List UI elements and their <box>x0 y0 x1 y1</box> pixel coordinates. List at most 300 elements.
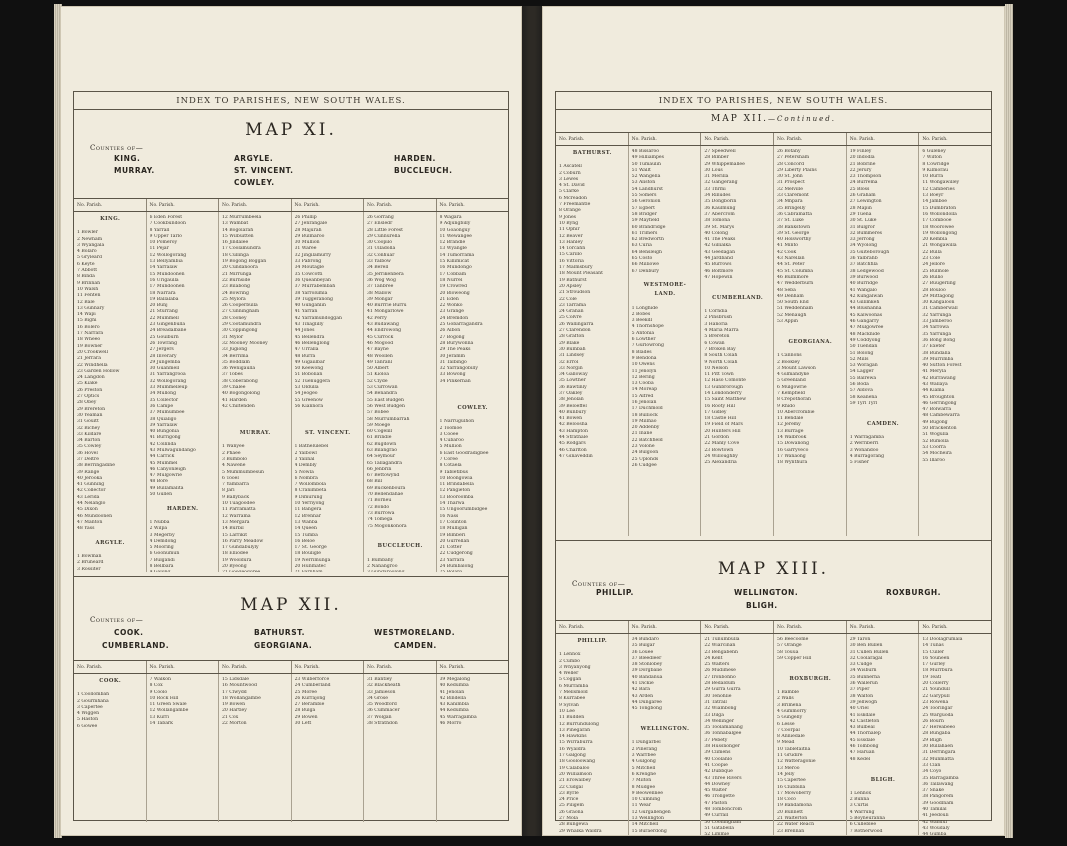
header-cell: No. Parish. <box>219 661 292 673</box>
parish-entry: 10 Walsh <box>77 286 99 292</box>
parish-entry: 33 Bowong <box>439 372 466 378</box>
parish-entry: 25 Colvre <box>559 315 582 321</box>
parish-entry: 2 Pinerang <box>631 746 658 752</box>
parish-entry: 3 Warrbee <box>631 753 656 759</box>
parish-entry: 31 Bulgror <box>849 224 875 230</box>
parish-entry: 14 Moreap <box>631 387 658 393</box>
parish-entry: 6 East Goodradigbee <box>439 450 489 456</box>
county-heading: WESTMORE- <box>643 282 687 289</box>
parish-entry: 15 Bighi <box>77 318 97 324</box>
parish-entry: 2 Nanangroo <box>367 564 398 570</box>
parish-entry: 48 Burra <box>294 353 316 359</box>
parish-entry: 42 Yarramundoggan <box>294 315 342 321</box>
parish-column <box>219 212 292 572</box>
parish-entry: 14 Jelly <box>777 771 795 777</box>
parish-entry: 35 Cowley <box>77 444 102 450</box>
parish-entry: 14 Torcahn <box>559 246 586 252</box>
parish-entry: 62 Bredworth <box>631 237 664 243</box>
parish-entry: 4 Thornshope <box>631 324 664 330</box>
parish-entry: 27 Jergers <box>149 347 174 353</box>
parish-entry: 26 Kurrajong <box>294 695 326 701</box>
county-phillip: PHILLIP. <box>596 588 634 597</box>
parish-entry: 45 Bellendra <box>294 334 325 340</box>
parish-entry: 2 Cumbo <box>559 658 580 664</box>
parish-entry: 7 Cookbundoon <box>149 221 187 227</box>
parish-entry: 62 Bugdown <box>367 441 397 447</box>
parish-entry: 9 Mead <box>777 740 795 746</box>
parish-entry: 39 Jellwogh <box>849 699 878 705</box>
parish-entry: 14 Mitchell <box>631 822 659 828</box>
parish-entry: 53 Aliston <box>631 180 656 186</box>
parish-entry: 19 Bowner <box>77 343 103 349</box>
parish-entry: 43 Hampton <box>559 428 588 434</box>
parish-entry: 11 Wewangee <box>439 233 472 239</box>
header-cell: No. Parish. <box>292 199 365 211</box>
county-murray: MURRAY. <box>114 166 155 175</box>
parish-entry: 27 Cunningham <box>222 309 260 315</box>
parish-entry: 22 Cole <box>559 296 577 302</box>
parish-entry: 41 Mongarlowe <box>367 309 404 315</box>
parish-entry: 40 Tamilal <box>922 807 947 813</box>
parish-entry: 46 Gangarry <box>849 319 880 325</box>
parish-entry: 35 Yarrunga <box>922 331 952 337</box>
parish-entry: 8 Cotaela <box>439 463 462 469</box>
parish-entry: 14 Queen <box>294 526 317 532</box>
parish-entry: 3 Cooee <box>439 431 459 437</box>
parish-entry: 44 Nelanglo <box>77 501 106 507</box>
parish-entry: 38 Yarrolumla <box>294 290 328 296</box>
parish-entry: 46 Tolnbong <box>849 744 879 750</box>
parish-entry: 6 Mcreadon <box>559 195 587 201</box>
parish-entry: 35 Jerrikenbera <box>367 271 404 277</box>
parish-entry: 7 Walkon <box>149 677 171 682</box>
parish-entry: 4 St. David <box>559 183 585 189</box>
parish-entry: 10 Cumning <box>631 797 661 803</box>
parish-entry: 42 Beloosha <box>559 422 588 428</box>
parish-entry <box>222 570 289 572</box>
parish-entry: 12 Burrundulong <box>559 721 599 727</box>
parish-entry: 7 Freemantle <box>559 202 591 208</box>
parish-entry: 41 Burrigong <box>149 435 181 441</box>
parish-entry: 1 Coollombah <box>77 692 110 698</box>
right-page-edge <box>1005 4 1013 838</box>
parish-entry: 44 Gumba <box>922 832 947 836</box>
parish-entry <box>632 835 699 836</box>
parish-entry: 10 Rock Hill <box>149 695 179 701</box>
parish-entry: 3 Curtis <box>849 803 869 809</box>
parish-entry: 9 Brinnah <box>77 280 101 286</box>
parish-entry: 5 Nowla <box>294 469 314 475</box>
parish-entry: 1 Nubba <box>149 519 170 525</box>
map-xiii-title: MAP XIII. <box>556 540 991 579</box>
parish-entry: 47 Urralla <box>294 347 319 353</box>
parish-entry: 16 Wollondolla <box>922 211 957 217</box>
parish-entry: 44 Dungaree <box>631 699 662 705</box>
parish-entry: 15 Culler <box>922 649 944 655</box>
parish-entry: 36 Kaulmung <box>704 205 736 211</box>
parish-entry: 29 Whalka Waldra <box>559 828 602 834</box>
parish-entry: 29 Bligh <box>922 737 942 743</box>
parish-entry: 20 Kembla <box>922 237 948 243</box>
parish-entry: 32 Yarrunga <box>922 312 952 318</box>
parish-entry: 22 Wonko <box>439 303 463 309</box>
parish-entry: 42 Cook <box>777 249 797 255</box>
parish-entry: 14 Tunas <box>922 643 944 649</box>
parish-entry: 30 Lous <box>704 167 723 173</box>
parish-entry: 13 Meroo <box>777 765 800 771</box>
parish-entry: 14 Jamboe <box>922 199 948 205</box>
parish-entry: 49 Gigaiilbar <box>294 359 325 365</box>
parish-entry: 23 Yarrara <box>439 557 465 563</box>
parish-column <box>701 146 774 536</box>
parish-entry <box>440 570 507 572</box>
parish-entry: 50 Gullen <box>149 492 173 498</box>
header-cell: No. Parish. <box>219 199 292 211</box>
parish-entry: 21 Jerrara <box>77 356 101 362</box>
parish-entry: 13 Wanba <box>294 519 318 525</box>
parish-entry: 33 Pabrong <box>294 259 322 265</box>
parish-column <box>364 212 437 572</box>
parish-entry: 31 Derringara <box>922 750 956 756</box>
parish-entry: 17 Colinton <box>439 519 467 525</box>
parish-entry: 19 Wooldura <box>222 557 252 563</box>
parish-entry: 50 Tumaulin <box>631 161 661 167</box>
parish-entry: 16 Clubbilla <box>777 784 806 790</box>
county-heading: HARDEN. <box>167 505 199 512</box>
parish-entry: 48 Seba <box>777 287 796 293</box>
county-wellington: WELLINGTON. <box>734 588 799 597</box>
parish-column <box>556 634 629 836</box>
header-cell: No. Parish. <box>439 203 465 208</box>
parish-entry: 44 Jardband <box>704 256 733 262</box>
parish-entry: 6 Mulgowrie <box>777 384 807 390</box>
parish-entry: 25 Bloss <box>849 186 870 192</box>
parish-entry: 5 Coggan <box>559 677 582 683</box>
parish-entry: 34 Grose <box>367 695 389 701</box>
parish-entry: 31 Yarrangrooa <box>149 372 186 378</box>
parish-entry: 21 Bobrine <box>849 161 876 167</box>
parish-entry: 39 Range <box>77 469 100 475</box>
parish-entry: 32 Bichey <box>77 425 100 431</box>
parish-entry: 39 Cnalee <box>222 385 246 391</box>
parish-entry: 34 Pinkernan <box>439 378 471 384</box>
parish-entry: 30 Coopilo <box>367 240 392 246</box>
parish-entry: 45 Kalwoonas <box>849 312 883 318</box>
parish-entry: 20 Crookwell <box>77 349 108 355</box>
parish-entry: 4 Cubaroo <box>439 438 464 444</box>
parish-entry: 18 Gooloowang <box>559 759 596 765</box>
parish-entry: 23 Volone <box>631 444 655 450</box>
parish-entry: 16 Mountwood <box>222 683 257 689</box>
parish-entry: 28 Bungaba <box>922 731 951 737</box>
header-cell: No. Parish. <box>701 133 774 145</box>
parish-entry: 14 Hawkins <box>559 734 587 740</box>
parish-entry: 15 Wilbuitten <box>222 233 254 239</box>
parish-entry: 15 Wirraburra <box>559 740 593 746</box>
parish-entry: 9 Adjungbilly <box>439 221 471 227</box>
parish-entry: 40 Burridge <box>849 281 878 287</box>
parish-entry: 39 St. George <box>777 230 810 236</box>
parish-entry: 10 Owens <box>631 362 655 368</box>
parish-entry: 49 Currall <box>704 813 729 819</box>
county-heading: LAND. <box>654 291 676 298</box>
parish-entry: 7 Rotherwood <box>849 828 883 834</box>
parish-entry: 29 Cunnurella <box>367 233 401 239</box>
parish-entry: 25 Alexandria <box>704 460 737 466</box>
header-cell: No. Parish. <box>147 661 220 673</box>
parish-entry: 41 Wangalo <box>849 287 877 293</box>
parish-entry: 47 Bolwarra <box>922 407 952 413</box>
parish-column <box>629 146 702 536</box>
parish-entry: 5 Boyneuranna <box>849 816 886 822</box>
parish-entry: 36 Bong Bong <box>922 337 956 343</box>
county-buccleuch: BUCCLEUCH. <box>394 166 453 175</box>
parish-entry: 32 Yarrangobilly <box>439 366 478 372</box>
parish-entry: 25 Warguoda <box>922 712 954 718</box>
parish-entry: 33 Kildare <box>77 431 102 437</box>
parish-entry: 45 Warragamba <box>439 714 477 720</box>
parish-entry: 47 Mulgowrie <box>149 473 182 479</box>
parish-entry: 10 Burra <box>922 174 944 180</box>
parish-entry: 34 Coyo <box>922 769 942 775</box>
parish-entry: 38 Bankstown <box>777 224 811 230</box>
parish-entry: 40 Bogongolong <box>222 391 260 397</box>
parish-entry: 18 Bouligle <box>294 551 321 557</box>
parish-entry: 52 Limmie <box>704 832 730 836</box>
parish-entry: 40 Sutton Forest <box>922 363 962 369</box>
parish-entry: 49 Coddyong <box>849 337 881 343</box>
parish-entry: 12 Brennar <box>294 513 321 519</box>
parish-entry: 1 Ascatell <box>559 164 582 170</box>
parish-entry: 6 Culleblee <box>849 822 877 828</box>
parish-entry: 52 Wangella <box>631 174 661 180</box>
parish-entry: 45 St. Columba <box>777 268 813 274</box>
parish-entry: 13 Bellyambia <box>149 259 183 265</box>
parish-column <box>74 674 147 822</box>
parish-entry: 36 Yalbrahb <box>849 256 878 262</box>
parish-entry: 37 Tanbree <box>367 284 394 290</box>
parish-entry: 4 Dembly <box>294 463 317 469</box>
parish-entry: 20 Bunnett <box>777 809 803 815</box>
parish-entry: 1 Bumbahy <box>367 557 394 563</box>
map-xiii-header-row <box>556 620 991 634</box>
parish-entry: 12 Pangieton <box>439 488 471 494</box>
parish-column <box>774 146 847 536</box>
parish-entry: 48 Macknide <box>849 331 880 337</box>
parish-entry: 56 West Budgen <box>367 403 405 409</box>
county-camden: CAMDEN. <box>394 641 437 650</box>
parish-entry: 26 Graham <box>849 193 876 199</box>
parish-entry: 35 Woodford <box>367 702 397 708</box>
parish-entry: 24 Bumbalong <box>439 564 474 570</box>
header-cell: No. Parish. <box>364 661 437 673</box>
parish-entry: 20 Bunj <box>149 303 168 309</box>
parish-entry: 29 Blake <box>559 340 580 346</box>
parish-entry: 24 Burrema <box>849 180 878 186</box>
parish-entry: 24 Cumberland <box>294 683 331 689</box>
parish-entry: 3 Rossiter <box>77 566 101 572</box>
parish-entry: 9 Coolo <box>149 689 168 695</box>
parish-entry: 5 Mooring <box>149 545 174 551</box>
parish-entry: 1 Narrugulhon <box>439 419 475 425</box>
parish-entry: 46 Mogood <box>367 340 394 346</box>
parish-entry: 23 Tarrama <box>559 302 586 308</box>
parish-entry: 46 Trollgette <box>704 794 735 800</box>
parish-entry: 34 Yarrowa <box>922 325 949 331</box>
parish-entry: 26 Bullio <box>922 274 944 280</box>
parish-entry: 1 Lennox <box>849 790 872 796</box>
parish-entry: 31 Gouitt <box>77 419 99 425</box>
parish-entry: 23 Byrle <box>559 790 579 796</box>
parish-entry: 11 Budden <box>559 715 585 721</box>
parish-entry: 16 Urigaulla <box>149 277 179 283</box>
parish-entry: 28 Bimber <box>704 155 729 161</box>
parish-entry: 37 Wolgan <box>367 714 392 720</box>
index-title: INDEX TO PARISHES, NEW SOUTH WALES. <box>74 92 508 110</box>
parish-entry: 28 Concord <box>777 161 805 167</box>
parish-entry: 37 Oakley <box>559 390 583 396</box>
parish-entry: 32 Wollogorang <box>149 378 187 384</box>
parish-entry: 48 Cambewarra <box>922 413 960 419</box>
parish-entry: 47 Haruan <box>849 750 875 756</box>
parish-entry: 55 Illaroo <box>922 457 945 463</box>
parish-entry: 25 Bulmole <box>922 268 949 274</box>
parish-entry: 47 Mulgowree <box>849 325 884 331</box>
parish-entry: 3 Beekdl <box>631 318 653 324</box>
parish-entry: 54 Mocheira <box>922 451 952 457</box>
parish-entry: 16 Mundongo <box>439 265 472 271</box>
county-heading: CUMBERLAND. <box>712 294 764 301</box>
parish-entry: 15 Lidsdale <box>222 677 249 682</box>
parish-entry: 28 Cooney <box>222 315 247 321</box>
parish-entry: 2 Bookley <box>777 359 800 365</box>
parish-entry: 27 Speedwell <box>704 149 736 154</box>
parish-entry: 57 Bobee <box>367 410 389 416</box>
parish-entry: 34 Mullong <box>149 391 177 397</box>
header-cell: No. Parish. <box>701 621 774 633</box>
county-cook: COOK. <box>114 628 144 637</box>
parish-entry: 13 Wellington <box>631 816 664 822</box>
parish-entry: 19 Teatl <box>922 674 942 680</box>
parish-entry: 9 Kilmorau <box>922 167 949 173</box>
parish-entry: 2 Phaee <box>222 450 241 456</box>
parish-entry: 50 Cooningham <box>704 819 742 825</box>
parish-entry: 44 St. Peter <box>777 262 805 268</box>
parish-entry: 1 Lennox <box>559 652 581 658</box>
parish-entry: 23 Bilabong <box>222 284 250 290</box>
parish-entry: 37 Pebety <box>704 737 728 743</box>
parish-entry: 30 Ben Bullen <box>849 643 883 649</box>
parish-entry: 21 Inane <box>631 431 653 437</box>
parish-column <box>292 674 365 822</box>
parish-entry: 18 Murrbura <box>922 668 953 674</box>
parish-entry: 26 Graona <box>559 809 584 815</box>
parish-entry: 45 Currock <box>367 334 394 340</box>
parish-entry: 14 Burbil <box>222 526 244 532</box>
parish-entry: 37 Murrabembah <box>294 284 336 290</box>
parish-entry: 31 Waree <box>294 246 317 252</box>
parish-entry: 7 Kempfield <box>777 390 805 396</box>
parish-entry: 35 Bulgar <box>631 643 655 649</box>
parish-entry: 33 Jugiong <box>222 347 248 353</box>
parish-entry: 41 Minto <box>777 243 799 249</box>
parish-entry: 40 Burrrie Burru <box>367 303 407 309</box>
parish-entry: 21 Sturrang <box>149 309 178 315</box>
parish-entry: 27 Petersham <box>777 155 810 161</box>
map-xii-cont-subtitle: —Continued. <box>768 115 836 123</box>
parish-entry: 35 Lowther <box>559 378 586 384</box>
parish-entry: 31 Camberwall <box>922 306 958 312</box>
parish-entry: 2 Pinsbrush <box>704 315 733 321</box>
parish-entry: 49 Denham <box>777 293 804 299</box>
parish-entry: 4 Gulgong <box>631 759 656 765</box>
parish-entry: 35 Cowcotti <box>294 271 323 277</box>
parish-entry: 59 Moege <box>367 422 391 428</box>
parish-entry: 61 Brindle <box>367 435 392 441</box>
parish-entry: 44 Downey <box>704 781 731 787</box>
parish-entry: 37 Piper <box>849 687 870 693</box>
parish-entry: 36 Cabramatta <box>777 211 812 217</box>
parish-entry: 12 Wollogorang <box>149 252 187 258</box>
parish-entry: 48 Kedel <box>849 756 871 762</box>
parish-entry: 46 Boltmore <box>704 268 734 274</box>
parish-entry: 40 Bunbury <box>559 409 587 415</box>
parish-entry: 18 Elliodee <box>222 551 249 557</box>
parish-entry: 6 Kreligne <box>631 771 656 777</box>
parish-entry: 24 Bremdon <box>439 315 469 321</box>
parish-entry: 3 Mount Lawson <box>777 365 816 371</box>
parish-entry: 35 Bringelly <box>777 205 806 211</box>
map-xii-counties-label: Counties of— <box>90 616 144 624</box>
county-westmoreland: WESTMORELAND. <box>374 628 456 637</box>
header-cell: No. Parish. <box>556 621 629 633</box>
parish-entry: 1 Bowman <box>77 554 102 560</box>
parish-entry: 11 Jenolyn <box>631 368 657 374</box>
parish-entry: 22 Water Reach <box>777 822 815 828</box>
header-cell: No. Parish. <box>556 133 629 145</box>
parish-column <box>147 212 220 572</box>
parish-entry: 33 Jamieson <box>367 689 396 695</box>
parish-entry: 28 Mapin <box>849 205 872 211</box>
parish-entry: 24 Breadalbane <box>149 328 187 334</box>
parish-entry: 41 The Peaks <box>704 237 736 243</box>
parish-entry: 21 Gordon <box>704 435 729 441</box>
parish-entry: 8 Mudgee <box>631 784 656 790</box>
parish-entry: 18 Cullinga <box>222 252 249 258</box>
parish-entry: 13 Pinegarah <box>559 727 591 733</box>
parish-entry: 15 Dumbraton <box>922 205 957 211</box>
parish-entry: 49 Hilliampes <box>631 155 664 161</box>
parish-entry: 38 Hussnonger <box>704 744 740 750</box>
parish-entry: 15 Mundoonen <box>149 271 185 277</box>
parish-entry: 16 Beloe <box>294 538 315 544</box>
parish-entry: 47 Paston <box>704 800 728 806</box>
parish-entry: 39 Megalong <box>439 677 471 682</box>
parish-entry: 23 Thompson <box>849 174 882 180</box>
map-xi-columns <box>74 212 508 572</box>
parish-entry: 47 Wedderburn <box>777 281 814 287</box>
parish-entry: 46 Mundoonen <box>77 513 113 519</box>
parish-entry: 14 Walbrook <box>777 435 807 441</box>
parish-entry: 29 Liberty Plains <box>777 167 817 173</box>
parish-entry: 7 Milton <box>631 778 652 784</box>
parish-entry: 38 Berringadine <box>77 463 115 469</box>
parish-entry: 36 Hovel <box>77 450 98 456</box>
parish-entry: 5 Mullion <box>439 444 462 450</box>
parish-entry: 37 Exeter <box>922 344 946 350</box>
parish-entry: 32 Bummeres <box>849 230 883 236</box>
parish-entry: 55 East Budgen <box>367 397 404 403</box>
